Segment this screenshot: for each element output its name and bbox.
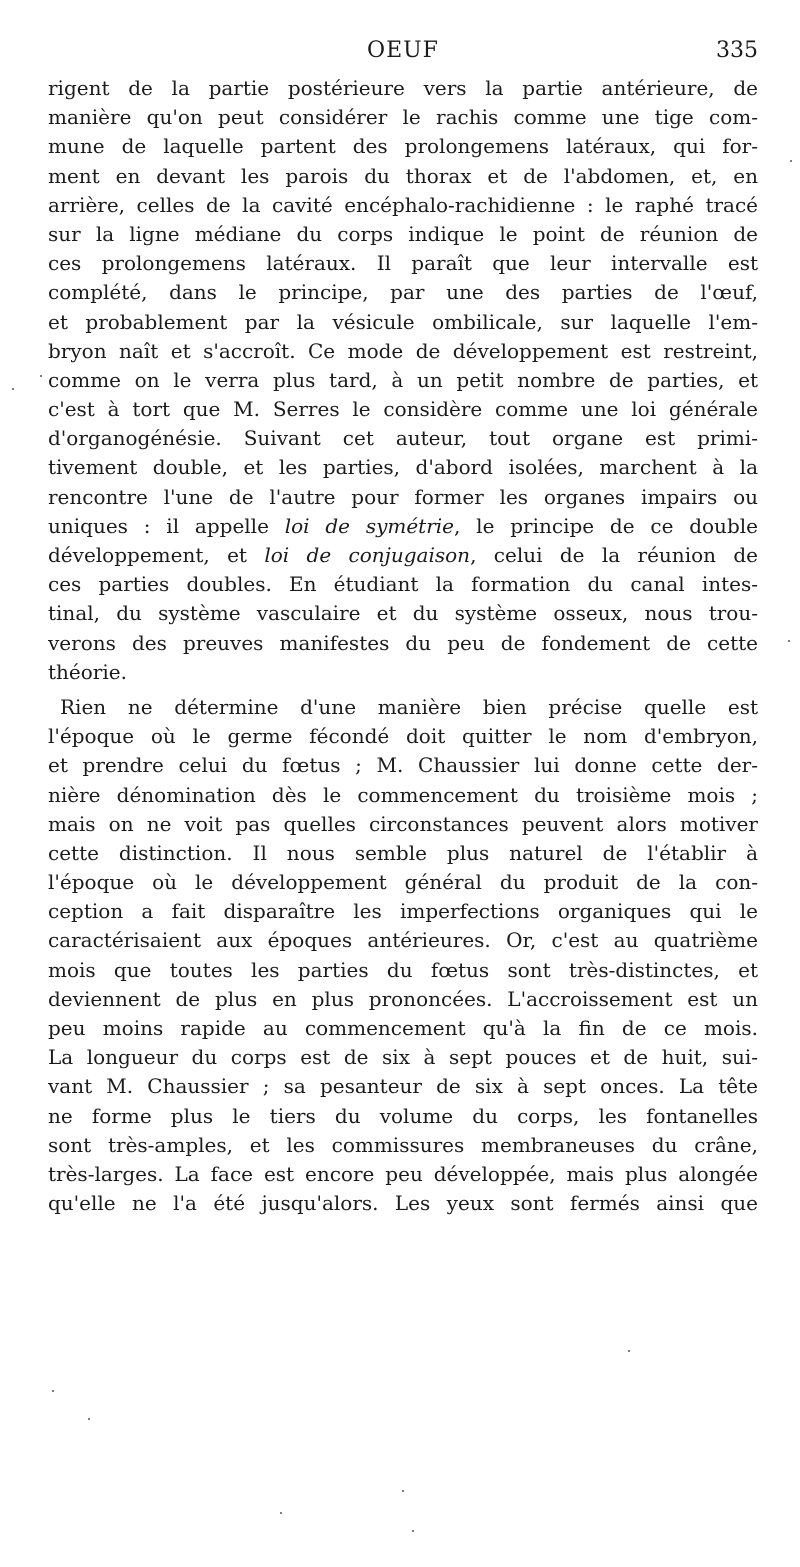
paragraph-2: [48, 693, 758, 1218]
text-line: ne forme plus le tiers du volume du corps, les fontanelles: [48, 1103, 758, 1128]
text-line: nière dénomination dès le commencement du troisième mois ;: [48, 782, 758, 807]
text-segment: développement, et: [48, 543, 247, 567]
text-line: sur la ligne médiane du corps indique le point de réunion de: [48, 221, 758, 246]
text-line: arrière, celles de la cavité encéphalo-rachidienne : le raphé tracé: [48, 192, 758, 217]
text-line: sont très-amples, et les commissures membraneuses du crâne,: [48, 1132, 758, 1157]
text-line: deviennent de plus en plus prononcées. L'accroissement est un: [48, 986, 758, 1011]
paper-speck: [52, 1390, 54, 1392]
paper-speck: [88, 1418, 90, 1420]
text-line-mixed: [48, 512, 758, 541]
text-line: ces prolongemens latéraux. Il paraît que leur intervalle est: [48, 251, 758, 276]
text-line: et prendre celui du fœtus ; M. Chaussier lui donne cette der-: [48, 753, 758, 778]
page-number: 335: [716, 38, 758, 63]
text-line: et probablement par la vésicule ombilicale, sur laquelle l'em-: [48, 309, 758, 334]
paper-speck: [788, 640, 790, 642]
text-line: ment en devant les parois du thorax et de l'abdomen, et, en: [48, 163, 758, 188]
text-line: verons des preuves manifestes du peu de fondement de cette: [48, 630, 758, 655]
text-line: très-larges. La face est encore peu développée, mais plus alongée: [48, 1161, 758, 1186]
paper-speck: [280, 1512, 282, 1514]
text-line: complété, dans le principe, par une des parties de l'œuf,: [48, 280, 758, 305]
text-line: vant M. Chaussier ; sa pesanteur de six à sept onces. La tête: [48, 1074, 758, 1099]
text-line: caractérisaient aux époques antérieures. Or, c'est au quatrième: [48, 928, 758, 953]
text-line: peu moins rapide au commencement qu'à la fin de ce mois.: [48, 1016, 758, 1040]
text-line: comme on le verra plus tard, à un petit nombre de parties, et: [48, 367, 758, 392]
text-line: La longueur du corps est de six à sept pouces et de huit, sui-: [48, 1045, 758, 1070]
text-line: c'est à tort que M. Serres le considère comme une loi générale: [48, 397, 758, 422]
text-line-mixed: [48, 541, 758, 570]
text-line: mois que toutes les parties du fœtus sont très-distinctes, et: [48, 957, 758, 982]
body-text: [48, 74, 758, 1218]
text-line: ception a fait disparaître les imperfections organiques qui le: [48, 899, 758, 924]
text-line: l'époque où le germe fécondé doit quitter le nom d'embryon,: [48, 724, 758, 749]
paragraph-1: [48, 74, 758, 687]
paper-speck: [40, 375, 42, 377]
paper-speck: [402, 1490, 404, 1492]
text-line: rencontre l'une de l'autre pour former les organes impairs ou: [48, 484, 758, 509]
text-line: rigent de la partie postérieure vers la partie antérieure, de: [48, 76, 758, 100]
text-line: tinal, du système vasculaire et du système osseux, nous trou-: [48, 601, 758, 626]
text-line: qu'elle ne l'a été jusqu'alors. Les yeux sont fermés ainsi que: [48, 1191, 758, 1216]
text-line: théorie.: [48, 659, 127, 684]
text-line: cette distinction. Il nous semble plus naturel de l'établir à: [48, 840, 758, 865]
paper-speck: [790, 160, 792, 162]
text-line: mais on ne voit pas quelles circonstances peuvent alors motiver: [48, 811, 758, 836]
paper-speck: [12, 388, 14, 390]
text-line: ces parties doubles. En étudiant la formation du canal intes-: [48, 572, 758, 597]
text-segment: , le principe de ce double: [454, 513, 758, 538]
text-line: manière qu'on peut considérer le rachis comme une tige com-: [48, 105, 758, 130]
text-line: mune de laquelle partent des prolongemens latéraux, qui for-: [48, 134, 758, 159]
text-line: tivement double, et les parties, d'abord isolées, marchent à la: [48, 455, 758, 480]
paper-speck: [628, 1350, 630, 1352]
italic-term: loi de conjugaison: [264, 543, 471, 567]
italic-term: loi de symétrie: [284, 513, 455, 538]
text-line: Rien ne détermine d'une manière bien précise quelle est: [60, 694, 758, 719]
text-segment: , celui de la réunion de: [470, 543, 758, 567]
page-header: [48, 38, 758, 72]
text-line: l'époque où le développement général du produit de la con-: [48, 870, 758, 895]
text-segment: uniques : il appelle: [48, 513, 269, 538]
text-line: d'organogénésie. Suivant cet auteur, tout organe est primi-: [48, 426, 758, 451]
text-line: bryon naît et s'accroît. Ce mode de développement est restreint,: [48, 338, 758, 363]
paper-speck: [412, 1530, 414, 1532]
running-title: OEUF: [367, 38, 439, 63]
